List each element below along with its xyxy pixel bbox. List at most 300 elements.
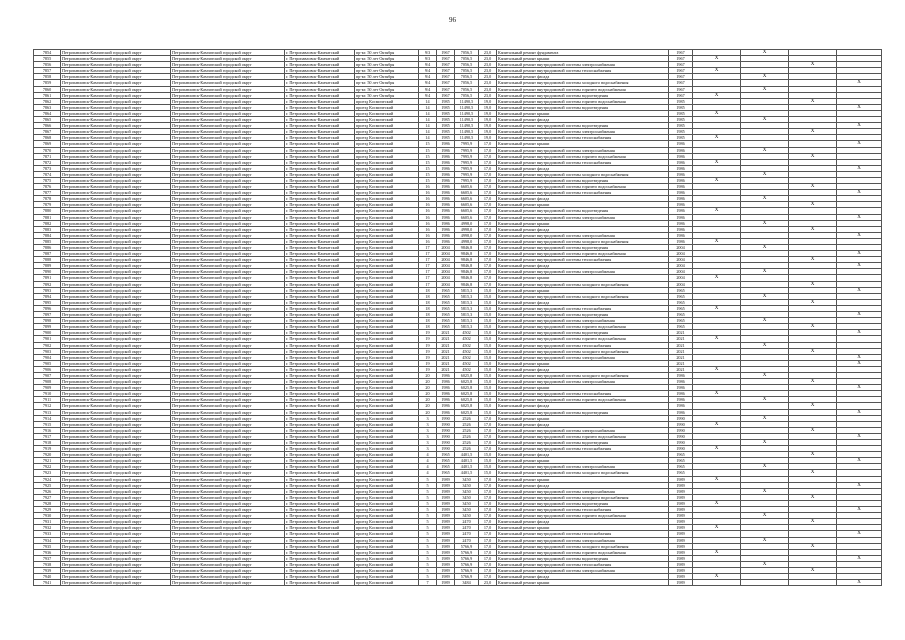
table-cell: 15,0: [479, 330, 497, 336]
table-cell: 4998,0: [455, 226, 479, 232]
table-cell: г. Петропавловск-Камчатский: [285, 324, 355, 330]
table-cell: Петропавловск-Камчатский городской округ: [61, 305, 171, 311]
table-mark-cell: X: [741, 537, 789, 543]
table-cell: 7917: [34, 433, 61, 439]
table-cell: 7906: [34, 366, 61, 372]
table-cell: 15,0: [479, 287, 497, 293]
table-cell: 19,0: [479, 110, 497, 116]
table-cell: Капитальный ремонт внутридомовой системы электроснабжения: [497, 147, 669, 153]
table-cell: 2021: [437, 354, 455, 360]
table-cell: Петропавловск-Камчатский городской округ: [171, 196, 285, 202]
table-cell: Петропавловск-Камчатский городской округ: [61, 580, 171, 586]
table-cell: Петропавловск-Камчатский городской округ: [171, 62, 285, 68]
table-cell: 23,0: [479, 74, 497, 80]
table-cell: 15,0: [479, 391, 497, 397]
table-cell: 1986: [669, 159, 693, 165]
table-cell: 17,0: [479, 440, 497, 446]
table-cell: 2021: [437, 360, 455, 366]
table-cell: Петропавловск-Камчатский городской округ: [61, 281, 171, 287]
table-cell: г. Петропавловск-Камчатский: [285, 251, 355, 257]
table-cell: 9846,8: [455, 275, 479, 281]
table-cell: Капитальный ремонт фасада: [497, 403, 669, 409]
table-cell: Петропавловск-Камчатский городской округ: [61, 196, 171, 202]
table-cell: 1989: [437, 519, 455, 525]
table-cell: 1965: [437, 470, 455, 476]
table-cell: 1985: [669, 117, 693, 123]
table-cell: 15: [419, 141, 437, 147]
table-cell: Капитальный ремонт внутридомовой системы теплоснабжения: [497, 305, 669, 311]
table-cell: 2004: [437, 263, 455, 269]
table-cell: проезд Космический: [355, 525, 419, 531]
table-cell: Петропавловск-Камчатский городской округ: [61, 458, 171, 464]
table-cell: 5: [419, 555, 437, 561]
table-cell: г. Петропавловск-Камчатский: [285, 184, 355, 190]
table-cell: проезд Космический: [355, 269, 419, 275]
table-mark-cell: X: [693, 238, 741, 244]
table-mark-cell: X: [741, 245, 789, 251]
table-cell: 14: [419, 98, 437, 104]
table-cell: 1989: [437, 507, 455, 513]
table-cell: Капитальный ремонт внутридомовой системы электроснабжения: [497, 464, 669, 470]
table-cell: 16: [419, 208, 437, 214]
table-cell: 1986: [437, 238, 455, 244]
table-cell: 6605,6: [455, 208, 479, 214]
table-cell: г. Петропавловск-Камчатский: [285, 348, 355, 354]
table-cell: 7908: [34, 379, 61, 385]
table-cell: 17,0: [479, 500, 497, 506]
table-cell: Капитальный ремонт внутридомовой системы холодного водоснабжения: [497, 293, 669, 299]
table-cell: 1989: [669, 519, 693, 525]
table-cell: 5815,3: [455, 293, 479, 299]
table-mark-cell: X: [741, 513, 789, 519]
table-cell: г. Петропавловск-Камчатский: [285, 208, 355, 214]
table-cell: 17,0: [479, 555, 497, 561]
table-cell: 5766,9: [455, 549, 479, 555]
table-cell: 2526: [455, 421, 479, 427]
table-cell: г. Петропавловск-Камчатский: [285, 567, 355, 573]
table-cell: Петропавловск-Камчатский городской округ: [61, 92, 171, 98]
table-mark-cell: X: [693, 92, 741, 98]
table-cell: 1986: [669, 232, 693, 238]
table-cell: 1986: [669, 385, 693, 391]
table-cell: проезд Космический: [355, 171, 419, 177]
table-cell: Капитальный ремонт крыши: [497, 415, 669, 421]
table-cell: 15: [419, 177, 437, 183]
table-cell: 4401,5: [455, 470, 479, 476]
table-cell: Петропавловск-Камчатский городской округ: [171, 494, 285, 500]
table-cell: 2004: [669, 281, 693, 287]
table-mark-cell: X: [693, 305, 741, 311]
table-mark-cell: X: [837, 385, 882, 391]
table-cell: 1989: [669, 507, 693, 513]
table-cell: г. Петропавловск-Камчатский: [285, 281, 355, 287]
table-cell: 7941: [34, 580, 61, 586]
table-cell: 4401,5: [455, 458, 479, 464]
table-cell: Капитальный ремонт фасада: [497, 226, 669, 232]
table-mark-cell: X: [789, 543, 837, 549]
table-cell: Капитальный ремонт внутридомовой системы горячего водоснабжения: [497, 433, 669, 439]
table-cell: Петропавловск-Камчатский городской округ: [171, 86, 285, 92]
table-cell: 1986: [437, 153, 455, 159]
table-cell: г. Петропавловск-Камчатский: [285, 354, 355, 360]
table-cell: 1989: [669, 513, 693, 519]
table-cell: Петропавловск-Камчатский городской округ: [61, 129, 171, 135]
table-cell: Петропавловск-Камчатский городской округ: [171, 549, 285, 555]
table-mark-cell: X: [789, 226, 837, 232]
table-cell: 23,0: [479, 56, 497, 62]
table-cell: 7899: [34, 324, 61, 330]
table-cell: 15,0: [479, 324, 497, 330]
table-cell: Петропавловск-Камчатский городской округ: [171, 372, 285, 378]
table-cell: 15,0: [479, 336, 497, 342]
table-cell: 1989: [669, 543, 693, 549]
table-cell: 7995,9: [455, 171, 479, 177]
table-cell: Капитальный ремонт внутридомовой системы водоотведения: [497, 92, 669, 98]
table-cell: 2021: [669, 330, 693, 336]
table-cell: Петропавловск-Камчатский городской округ: [61, 312, 171, 318]
table-cell: 7878: [34, 196, 61, 202]
table-cell: проезд Космический: [355, 391, 419, 397]
table-cell: 7995,9: [455, 177, 479, 183]
table-cell: 17,0: [479, 537, 497, 543]
table-cell: 1967: [669, 80, 693, 86]
table-cell: 11490,5: [455, 110, 479, 116]
table-mark-cell: X: [837, 141, 882, 147]
table-cell: Петропавловск-Камчатский городской округ: [61, 561, 171, 567]
table-cell: г. Петропавловск-Камчатский: [285, 446, 355, 452]
table-cell: 1986: [437, 177, 455, 183]
table-cell: 7936: [34, 549, 61, 555]
table-mark-cell: X: [693, 208, 741, 214]
table-cell: Капитальный ремонт крыши: [497, 287, 669, 293]
table-cell: Петропавловск-Камчатский городской округ: [61, 56, 171, 62]
table-cell: 7902: [34, 342, 61, 348]
table-cell: 1989: [437, 574, 455, 580]
table-cell: 6605,6: [455, 214, 479, 220]
table-cell: Петропавловск-Камчатский городской округ: [171, 269, 285, 275]
table-cell: 16: [419, 214, 437, 220]
table-cell: г. Петропавловск-Камчатский: [285, 275, 355, 281]
table-cell: 17,0: [479, 543, 497, 549]
table-cell: проезд Космический: [355, 494, 419, 500]
table-cell: 15,0: [479, 403, 497, 409]
table-cell: проезд Космический: [355, 421, 419, 427]
table-cell: 1986: [437, 220, 455, 226]
table-cell: Петропавловск-Камчатский городской округ: [171, 513, 285, 519]
table-cell: проезд Космический: [355, 141, 419, 147]
table-cell: 17: [419, 281, 437, 287]
table-cell: Капитальный ремонт внутридомовой системы теплоснабжения: [497, 159, 669, 165]
table-cell: г. Петропавловск-Камчатский: [285, 190, 355, 196]
table-cell: 5: [419, 507, 437, 513]
table-cell: Петропавловск-Камчатский городской округ: [171, 293, 285, 299]
table-cell: 17,0: [479, 226, 497, 232]
table-cell: 1990: [437, 440, 455, 446]
table-cell: 14: [419, 135, 437, 141]
table-cell: 1986: [669, 165, 693, 171]
table-mark-cell: X: [741, 147, 789, 153]
table-cell: Капитальный ремонт внутридомовой системы холодного водоснабжения: [497, 494, 669, 500]
table-cell: 7918: [34, 440, 61, 446]
table-cell: Капитальный ремонт внутридомовой системы электроснабжения: [497, 214, 669, 220]
table-cell: г. Петропавловск-Камчатский: [285, 574, 355, 580]
table-cell: 7870: [34, 147, 61, 153]
table-cell: 1989: [669, 525, 693, 531]
table-mark-cell: X: [741, 74, 789, 80]
table-cell: проезд Космический: [355, 336, 419, 342]
table-cell: Петропавловск-Камчатский городской округ: [171, 580, 285, 586]
table-cell: 3450: [455, 507, 479, 513]
table-mark-cell: X: [837, 232, 882, 238]
table-cell: 1986: [437, 196, 455, 202]
table-cell: Капитальный ремонт внутридомовой системы горячего водоснабжения: [497, 397, 669, 403]
table-cell: 1989: [437, 482, 455, 488]
table-cell: 5: [419, 567, 437, 573]
table-cell: г. Петропавловск-Камчатский: [285, 92, 355, 98]
table-cell: Капитальный ремонт фасада: [497, 482, 669, 488]
table-cell: Петропавловск-Камчатский городской округ: [171, 299, 285, 305]
table-cell: 2004: [437, 281, 455, 287]
table-cell: 17,0: [479, 446, 497, 452]
table-cell: Петропавловск-Камчатский городской округ: [61, 360, 171, 366]
table-cell: 14: [419, 117, 437, 123]
table-mark-cell: X: [741, 220, 789, 226]
table-cell: 7892: [34, 281, 61, 287]
table-cell: г. Петропавловск-Камчатский: [285, 372, 355, 378]
table-cell: 11490,5: [455, 104, 479, 110]
table-cell: Капитальный ремонт внутридомовой системы холодного водоснабжения: [497, 470, 669, 476]
table-cell: Петропавловск-Камчатский городской округ: [171, 208, 285, 214]
table-cell: проезд Космический: [355, 507, 419, 513]
table-cell: 5815,3: [455, 305, 479, 311]
table-cell: Капитальный ремонт внутридомовой системы теплоснабжения: [497, 446, 669, 452]
table-cell: 5: [419, 513, 437, 519]
table-cell: Петропавловск-Камчатский городской округ: [61, 372, 171, 378]
table-cell: Капитальный ремонт внутридомовой системы водоотведения: [497, 500, 669, 506]
table-cell: Капитальный ремонт внутридомовой системы горячего водоснабжения: [497, 153, 669, 159]
table-cell: г. Петропавловск-Камчатский: [285, 214, 355, 220]
table-cell: г. Петропавловск-Камчатский: [285, 153, 355, 159]
table-cell: Петропавловск-Камчатский городской округ: [61, 74, 171, 80]
table-cell: г. Петропавловск-Камчатский: [285, 269, 355, 275]
table-cell: 19,0: [479, 98, 497, 104]
table-cell: 1990: [669, 427, 693, 433]
table-mark-cell: X: [741, 397, 789, 403]
table-cell: Петропавловск-Камчатский городской округ: [61, 123, 171, 129]
table-cell: 17,0: [479, 494, 497, 500]
table-cell: проезд Космический: [355, 488, 419, 494]
table-cell: 1990: [437, 446, 455, 452]
table-cell: 1986: [437, 165, 455, 171]
works-table: [33, 49, 881, 586]
table-cell: 18: [419, 318, 437, 324]
table-cell: 19: [419, 354, 437, 360]
table-cell: проезд Космический: [355, 580, 419, 586]
table-cell: 2021: [669, 360, 693, 366]
table-cell: Капитальный ремонт внутридомовой системы водоотведения: [497, 104, 669, 110]
table-cell: проезд Космический: [355, 153, 419, 159]
table-mark-cell: X: [741, 372, 789, 378]
table-mark-cell: X: [789, 98, 837, 104]
table-mark-cell: X: [693, 446, 741, 452]
table-cell: Петропавловск-Камчатский городской округ: [61, 202, 171, 208]
table-cell: Петропавловск-Камчатский городской округ: [61, 464, 171, 470]
table-cell: 7921: [34, 458, 61, 464]
table-cell: Петропавловск-Камчатский городской округ: [61, 177, 171, 183]
table-cell: 7923: [34, 470, 61, 476]
table-cell: Капитальный ремонт внутридомовой системы горячего водоснабжения: [497, 336, 669, 342]
table-cell: Петропавловск-Камчатский городской округ: [171, 519, 285, 525]
table-cell: 3450: [455, 488, 479, 494]
table-cell: 4: [419, 458, 437, 464]
table-cell: 7056,5: [455, 56, 479, 62]
table-cell: проезд Космический: [355, 379, 419, 385]
table-cell: 19: [419, 348, 437, 354]
table-cell: Петропавловск-Камчатский городской округ: [61, 110, 171, 116]
table-cell: Петропавловск-Камчатский городской округ: [171, 184, 285, 190]
table-cell: 4401,5: [455, 464, 479, 470]
table-cell: 17,0: [479, 275, 497, 281]
table-cell: проезд Космический: [355, 519, 419, 525]
table-mark-cell: X: [837, 165, 882, 171]
table-cell: 15,0: [479, 470, 497, 476]
table-mark-cell: X: [789, 470, 837, 476]
table-cell: 6025,8: [455, 397, 479, 403]
table-cell: 1986: [669, 196, 693, 202]
table-mark-cell: X: [837, 409, 882, 415]
table-cell: 2021: [437, 330, 455, 336]
table-cell: 15: [419, 147, 437, 153]
table-cell: 1985: [437, 110, 455, 116]
table-cell: 15,0: [479, 360, 497, 366]
table-cell: 20: [419, 385, 437, 391]
table-mark-cell: X: [789, 494, 837, 500]
table-cell: 1990: [437, 415, 455, 421]
table-cell: 1986: [669, 208, 693, 214]
table-cell: 1989: [669, 494, 693, 500]
table-cell: 7894: [34, 293, 61, 299]
table-cell: 1965: [437, 305, 455, 311]
table-cell: 1965: [437, 464, 455, 470]
table-cell: Капитальный ремонт крыши: [497, 220, 669, 226]
table-cell: проезд Космический: [355, 177, 419, 183]
table-cell: 5: [419, 549, 437, 555]
table-cell: проезд Космический: [355, 385, 419, 391]
table-cell: 17,0: [479, 214, 497, 220]
table-mark-cell: X: [693, 574, 741, 580]
table-cell: г. Петропавловск-Камчатский: [285, 488, 355, 494]
table-cell: 7934: [34, 537, 61, 543]
table-cell: 7: [419, 580, 437, 586]
table-cell: 1967: [669, 50, 693, 56]
table-cell: 1965: [437, 293, 455, 299]
table-mark-cell: X: [741, 342, 789, 348]
page-number: 96: [449, 16, 456, 24]
table-cell: 2004: [669, 269, 693, 275]
table-cell: 1986: [669, 226, 693, 232]
table-cell: Петропавловск-Камчатский городской округ: [171, 305, 285, 311]
table-cell: г. Петропавловск-Камчатский: [285, 299, 355, 305]
table-cell: 7912: [34, 403, 61, 409]
table-cell: Капитальный ремонт внутридомовой системы водоотведения: [497, 555, 669, 561]
table-cell: 7859: [34, 80, 61, 86]
table-cell: г. Петропавловск-Камчатский: [285, 238, 355, 244]
table-cell: 17,0: [479, 232, 497, 238]
table-body: [34, 50, 882, 586]
table-cell: 16: [419, 238, 437, 244]
table-cell: 1989: [669, 531, 693, 537]
table-cell: 7056,5: [455, 62, 479, 68]
table-cell: Петропавловск-Камчатский городской округ: [171, 123, 285, 129]
table-cell: Капитальный ремонт крыши: [497, 275, 669, 281]
table-cell: 17: [419, 275, 437, 281]
table-cell: проезд Космический: [355, 543, 419, 549]
table-cell: Капитальный ремонт внутридомовой системы горячего водоснабжения: [497, 513, 669, 519]
table-cell: проезд Космический: [355, 257, 419, 263]
table-cell: 1965: [437, 287, 455, 293]
table-cell: проезд Космический: [355, 360, 419, 366]
table-cell: 1986: [669, 202, 693, 208]
table-cell: 1965: [669, 318, 693, 324]
table-cell: Петропавловск-Камчатский городской округ: [61, 433, 171, 439]
table-cell: 6025,8: [455, 385, 479, 391]
table-cell: 7995,9: [455, 165, 479, 171]
table-cell: 23,0: [479, 92, 497, 98]
table-cell: 2021: [437, 336, 455, 342]
table-cell: г. Петропавловск-Камчатский: [285, 519, 355, 525]
table-cell: 7933: [34, 531, 61, 537]
table-cell: 7056,5: [455, 86, 479, 92]
table-cell: 1989: [437, 476, 455, 482]
table-cell: 16: [419, 184, 437, 190]
table-cell: 1967: [437, 56, 455, 62]
table-cell: 16: [419, 226, 437, 232]
table-cell: 1986: [437, 159, 455, 165]
table-cell: 3: [419, 421, 437, 427]
table-mark-cell: X: [741, 196, 789, 202]
table-cell: 2021: [669, 366, 693, 372]
table-cell: проезд Космический: [355, 440, 419, 446]
table-cell: Петропавловск-Камчатский городской округ: [171, 324, 285, 330]
table-cell: 1986: [669, 190, 693, 196]
table-cell: 1967: [437, 92, 455, 98]
table-cell: 20: [419, 379, 437, 385]
table-cell: 2526: [455, 433, 479, 439]
table-cell: 1986: [669, 141, 693, 147]
table-cell: г. Петропавловск-Камчатский: [285, 202, 355, 208]
table-cell: 1985: [437, 104, 455, 110]
table-cell: Петропавловск-Камчатский городской округ: [61, 232, 171, 238]
table-cell: проезд Космический: [355, 476, 419, 482]
table-cell: 1965: [437, 312, 455, 318]
table-cell: 7056,5: [455, 68, 479, 74]
table-cell: Петропавловск-Камчатский городской округ: [171, 238, 285, 244]
table-cell: Петропавловск-Камчатский городской округ: [171, 92, 285, 98]
table-cell: 9/4: [419, 62, 437, 68]
table-cell: Петропавловск-Камчатский городской округ: [171, 531, 285, 537]
table-cell: Петропавловск-Камчатский городской округ: [61, 391, 171, 397]
table-cell: Петропавловск-Камчатский городской округ: [171, 147, 285, 153]
table-cell: 1989: [669, 549, 693, 555]
table-cell: проезд Космический: [355, 190, 419, 196]
table-cell: 3: [419, 433, 437, 439]
table-cell: Петропавловск-Камчатский городской округ: [171, 50, 285, 56]
table-cell: 18: [419, 312, 437, 318]
table-cell: г. Петропавловск-Камчатский: [285, 507, 355, 513]
table-cell: Капитальный ремонт внутридомовой системы водоотведения: [497, 245, 669, 251]
table-cell: 7056,5: [455, 74, 479, 80]
table-cell: Капитальный ремонт внутридомовой системы холодного водоснабжения: [497, 543, 669, 549]
